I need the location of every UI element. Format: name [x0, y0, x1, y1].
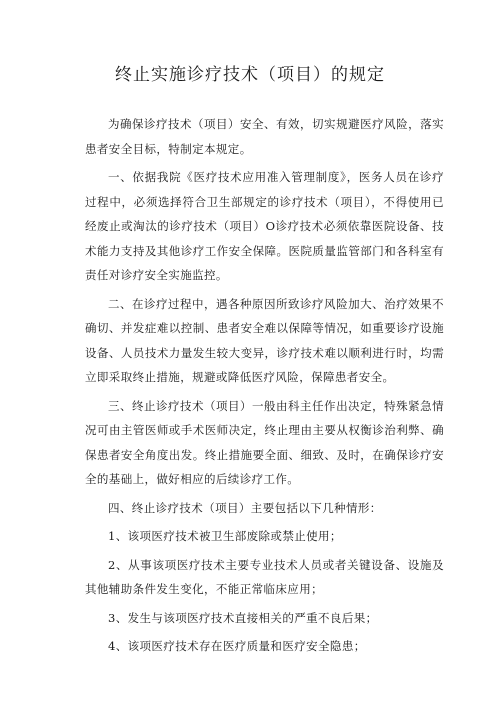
- list-item-1: 1、该项医疗技术被卫生部废除或禁止使用；: [108, 529, 342, 543]
- paragraph-section-1: 一、依据我院《医疗技术应用准入管理制度》，医务人员在诊疗过程中，必须选择符合卫生部规定的诊疗技术（项目），不得使用已经废止或淘汰的诊疗技术（项目）O诊疗技术必须依靠医院设备、技术能力支持及其他诊疗工作安全保障。医院质量监管部门和各科室有责任对诊疗安全实施监控。: [85, 170, 444, 282]
- paragraph-section-2: 二、在诊疗过程中，遇各种原因所致诊疗风险加大、治疗效果不确切、并发症难以控制、患者安全难以保障等情况，如重要诊疗设施设备、人员技术力量发生较大变异，诊疗技术难以顺利进行时，均需立即采取终止措施，规避或降低医疗风险，保障患者安全。: [85, 296, 444, 384]
- paragraph-section-4: 四、终止诊疗技术（项目）主要包括以下几种情形：: [108, 500, 382, 515]
- list-item-3: 3、发生与该项医疗技术直接相关的严重不良后果；: [108, 610, 378, 625]
- list-item-4: 4、该项医疗技术存在医疗质量和医疗安全隐患；: [108, 639, 366, 653]
- paragraph-intro: 为确保诊疗技术（项目）安全、有效，切实规避医疗风险，落实患者安全目标，特制定本规定。: [85, 117, 444, 156]
- list-item-2: 2、从事该项医疗技术主要专业技术人员或者关键设备、设施及其他辅助条件发生变化，不能正常临床应用；: [85, 557, 444, 596]
- document-body: [85, 112, 444, 659]
- document-title: 终止实施诊疗技术（项目）的规定: [115, 65, 385, 85]
- paragraph-section-3: 三、终止诊疗技术（项目）一般由科主任作出决定，特殊紧急情况可由主管医师或手术医师决定，终止理由主要从权衡诊治利弊、确保患者安全角度出发。终止措施要全面、细致、及时，在确保诊疗安全的基础上，做好相应的后续诊疗工作。: [85, 398, 444, 486]
